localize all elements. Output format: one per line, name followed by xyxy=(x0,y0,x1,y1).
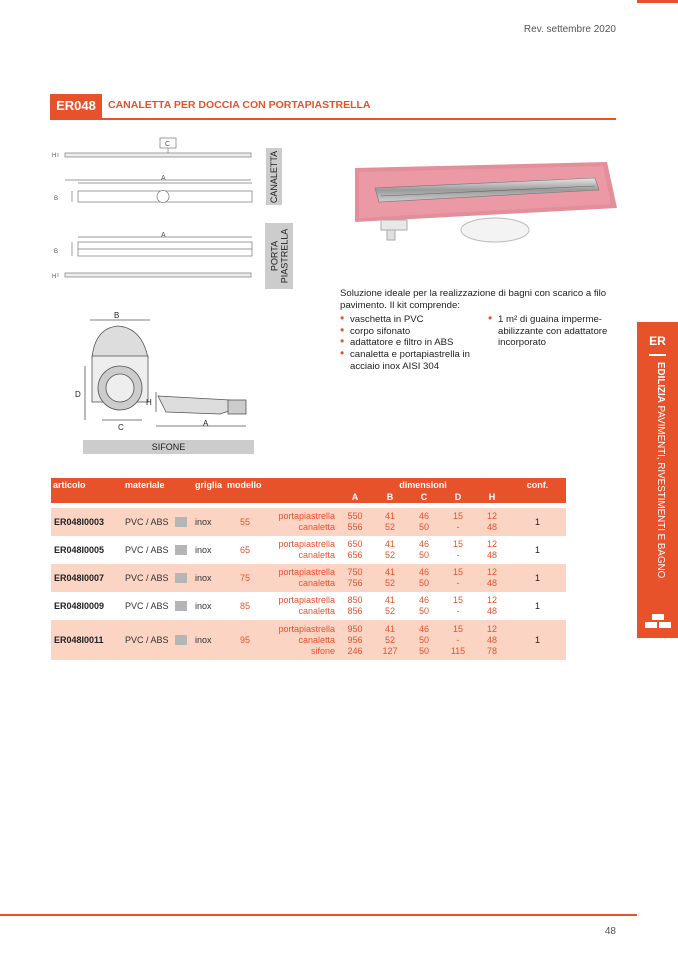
canaletta-label: CANALETTA xyxy=(266,148,282,205)
list-item: • adattatore e filtro in ABS xyxy=(340,337,488,349)
category-name: EDILIZIA xyxy=(655,362,666,403)
col-modello: modello xyxy=(225,478,265,491)
dim-a-label: A xyxy=(203,419,209,428)
table-row: ER048I0011 PVC / ABS inox 95 portapiastrella canaletta sifone 950 956 246 41 52 127 46 50 50 15 - 115 12 48 78 1 xyxy=(51,620,566,660)
col-dim-d: D xyxy=(441,491,475,503)
page-number: 48 xyxy=(604,926,616,937)
col-conf: conf. xyxy=(509,478,566,491)
product-code: ER048 xyxy=(50,94,102,118)
list-item: • 1 m² di guaina imperme-abilizzante con adattatore incorporato xyxy=(488,314,616,349)
table-row: ER048I0009 PVC / ABS inox 85 portapiastrella canaletta 850 856 41 52 46 50 15 - 12 48 1 xyxy=(54,595,540,616)
col-dim-a: A xyxy=(337,491,373,503)
revision-date: Rev. settembre 2020 xyxy=(523,24,616,35)
sifone-drawing xyxy=(70,308,260,438)
svg-text:H: H xyxy=(52,153,57,159)
table-row: ER048I0005 PVC / ABS inox 65 portapiastrella canaletta 650 656 41 52 46 50 15 - 12 48 1 xyxy=(54,539,540,560)
dim-h-label: H xyxy=(146,398,152,407)
subcategory-name: PAVIMENTI, RIVESTIMENTI E BAGNO xyxy=(655,402,666,579)
grid-swatch xyxy=(175,573,187,583)
list-item: • corpo sifonato xyxy=(340,326,488,338)
footer-rule xyxy=(0,914,637,916)
dim-d-label: D xyxy=(75,390,81,399)
category-code: ER xyxy=(649,334,666,348)
kit-list-left xyxy=(340,314,488,372)
description-intro: Soluzione ideale per la realizzazione di bagni con scarico a filo pavimento. Il kit comprende: xyxy=(340,288,607,311)
col-dim-h: H xyxy=(475,491,509,503)
svg-text:B: B xyxy=(54,249,59,255)
list-item: • vaschetta in PVC xyxy=(340,314,488,326)
grid-swatch xyxy=(175,635,187,645)
sifone-label: SIFONE xyxy=(83,440,254,454)
svg-text:B: B xyxy=(54,196,59,202)
product-table xyxy=(51,478,566,660)
col-dimensioni: dimensioni xyxy=(337,478,509,491)
portapiastrella-label: PORTA PIASTRELLA xyxy=(265,223,293,289)
product-header xyxy=(50,94,616,120)
product-title: CANALETTA PER DOCCIA CON PORTAPIASTRELLA xyxy=(108,99,371,111)
dim-c-label: C xyxy=(118,423,124,432)
kit-list-right xyxy=(488,314,616,372)
category-side-tab xyxy=(637,322,678,638)
col-dim-b: B xyxy=(373,491,407,503)
svg-text:H: H xyxy=(52,274,57,280)
category-divider xyxy=(649,354,666,356)
dim-b-label: B xyxy=(114,311,120,320)
col-articolo: articolo xyxy=(51,478,123,491)
canaletta-drawing xyxy=(50,136,265,206)
product-photo xyxy=(345,160,617,252)
col-griglia: griglia xyxy=(193,478,225,491)
product-description xyxy=(340,288,620,372)
grid-swatch xyxy=(175,601,187,611)
col-dim-c: C xyxy=(407,491,441,503)
table-row: ER048I0007 PVC / ABS inox 75 portapiastrella canaletta 750 756 41 52 46 50 15 - 12 48 1 xyxy=(51,564,566,592)
table-row: ER048I0003 PVC / ABS inox 55 portapiastrella canaletta 550 556 41 52 46 50 15 - 12 48 1 xyxy=(51,508,566,536)
top-accent-bar xyxy=(637,0,678,3)
col-materiale: materiale xyxy=(123,478,193,491)
bricks-icon xyxy=(645,614,671,628)
grid-swatch xyxy=(175,517,187,527)
dim-a-label-top: A xyxy=(161,175,166,182)
list-item: • canaletta e portapiastrella in acciaio inox AISI 304 xyxy=(340,349,488,372)
grid-swatch xyxy=(175,545,187,555)
portapiastrella-drawing xyxy=(50,230,265,282)
dim-c-label-top: C xyxy=(165,141,171,148)
dim-a-label-porta: A xyxy=(161,232,166,239)
